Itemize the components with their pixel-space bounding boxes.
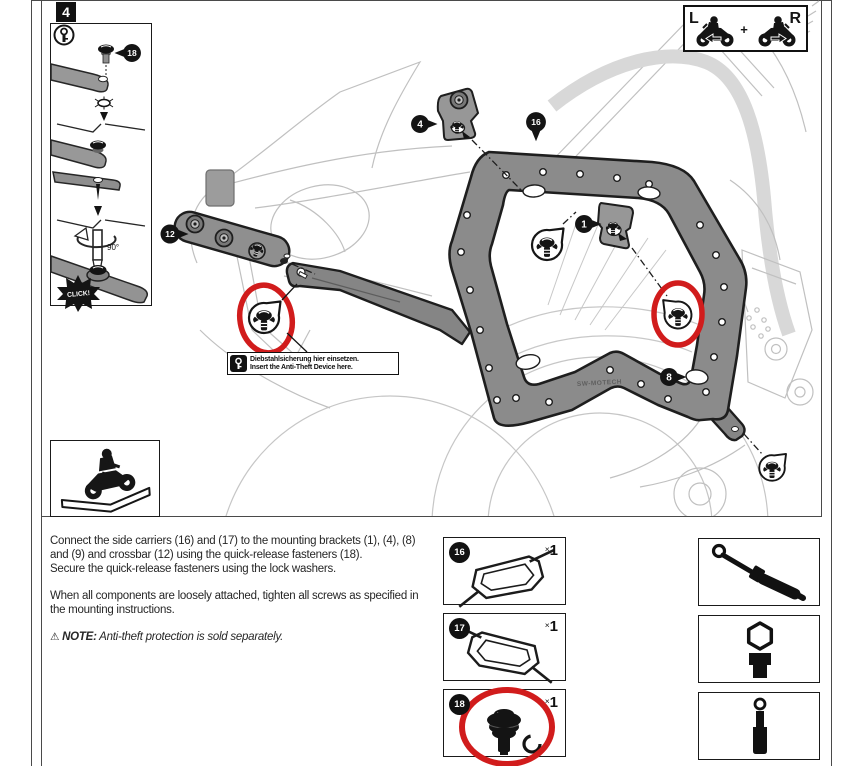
fastener-symbol-right-circled [663, 300, 691, 328]
part-number-badge: 17 [449, 618, 470, 639]
ratchet-screwdriver-icon [714, 546, 804, 599]
divider-2 [57, 220, 145, 228]
part-quantity: ×1 [544, 694, 558, 711]
svg-text:16: 16 [531, 117, 541, 127]
left-right-indicator-box [683, 5, 808, 52]
mounting-bracket-1 [598, 203, 633, 248]
note-line [50, 630, 418, 644]
key-icon [230, 355, 247, 372]
callout-16 [526, 112, 546, 141]
carrier-left-arm [284, 254, 470, 344]
note-text: Anti-theft protection is sold separately. [96, 631, 284, 643]
tool-box-socket-bit [698, 692, 820, 760]
plus-sign: + [740, 22, 748, 37]
anti-theft-text-en: Insert the Anti-Theft Device here. [250, 363, 353, 371]
instruction-line: Connect the side carriers (16) and (17) to the mounting brackets (1), (4), (8) [50, 535, 416, 547]
tool-box-hex-socket [698, 615, 820, 683]
warning-triangle-icon: ⚠ [50, 631, 60, 643]
instruction-line: the mounting instructions. [50, 604, 175, 616]
hex-socket-icon [749, 623, 772, 678]
inset-callout-18 [115, 44, 141, 62]
quick-release-fastener-icon [487, 709, 540, 755]
part-number-badge: 16 [449, 542, 470, 563]
left-label: L [689, 10, 699, 27]
part-box-18 [443, 689, 566, 757]
callout-4 [411, 115, 437, 133]
svg-text:18: 18 [127, 48, 137, 58]
motorcycle-on-stand-icon [59, 446, 151, 515]
part-quantity: ×1 [544, 542, 558, 559]
part-quantity: ×1 [544, 618, 558, 635]
crossbar-12 [171, 208, 293, 269]
svg-text:12: 12 [165, 229, 175, 239]
instruction-line: and (9) and crossbar (12) using the quick-release fasteners (18). [50, 549, 363, 561]
step-number-badge: 4 [56, 2, 76, 22]
instruction-text-block [50, 534, 418, 644]
inset-step-2 [51, 140, 120, 216]
svg-text:4: 4 [417, 119, 423, 131]
divider-1 [57, 124, 145, 132]
motorcycle-left-icon [697, 16, 734, 46]
right-label: R [789, 10, 801, 27]
fastener-symbol-d [759, 454, 786, 481]
click-label: CLICK! [66, 290, 91, 299]
rotation-90-label: 90° [107, 243, 120, 252]
svg-text:1: 1 [581, 219, 587, 231]
instruction-line: Secure the quick-release fasteners using the lock washers. [50, 563, 336, 575]
fastener-symbol-a [532, 229, 563, 260]
mounting-bracket-4 [438, 89, 478, 140]
fastener-symbol-left-circled [249, 302, 280, 333]
fastener-assembly-inset [50, 23, 152, 306]
main-diagram [41, 0, 822, 516]
side-carrier-frame [450, 152, 747, 426]
carrier-brand-text: SW-MOTECH [576, 378, 623, 388]
socket-bit-icon [753, 699, 767, 754]
inset-step-1 [51, 45, 114, 122]
part-box-17 [443, 613, 566, 681]
tool-box-ratchet-screwdriver [698, 538, 820, 606]
anti-theft-text-de: Diebstahlsicherung hier einsetzen. [250, 355, 359, 363]
motorcycle-on-stand-box [50, 440, 160, 517]
page-edge-left-outer [31, 0, 32, 766]
part-number-badge: 18 [449, 694, 470, 715]
instruction-line: When all components are loosely attached, tighten all screws as specified in [50, 590, 419, 602]
anti-theft-label [227, 352, 399, 375]
page-edge-right [831, 0, 832, 766]
note-label: NOTE: [62, 631, 97, 643]
svg-text:8: 8 [666, 372, 672, 384]
part-box-16 [443, 537, 566, 605]
key-icon [55, 26, 74, 45]
